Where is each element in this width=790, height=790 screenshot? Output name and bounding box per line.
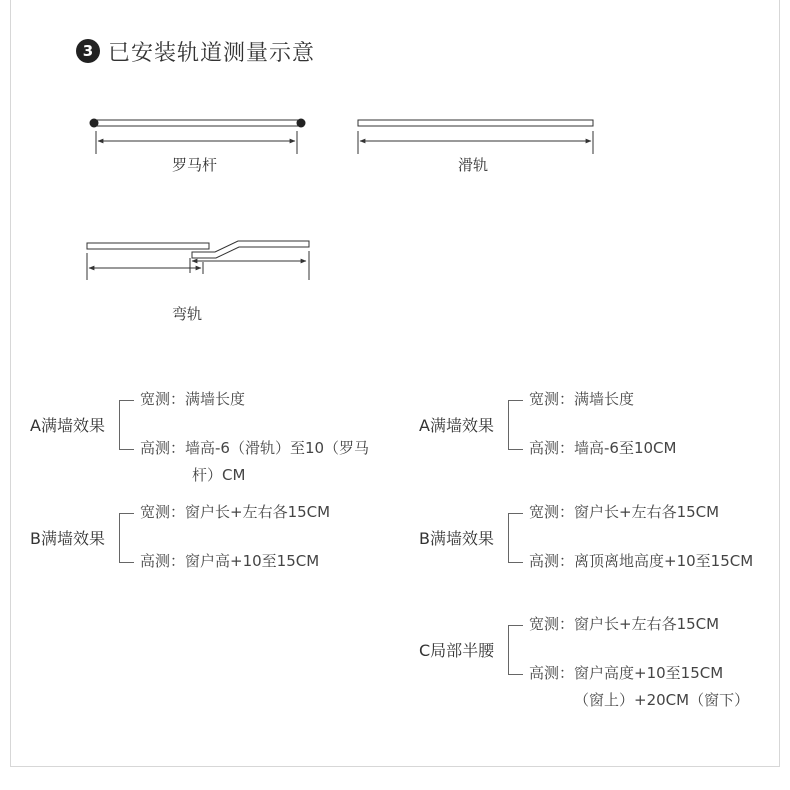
left-group-b-height-line1: 高测：窗户高+10至15CM [140, 552, 320, 570]
right-group-b-height-line1: 高测：离顶离地高度+10至15CM [529, 552, 754, 570]
right-group-b-bracket-bottom [508, 562, 523, 563]
left-group-b-width: 宽测：窗户长+左右各15CM [140, 503, 331, 521]
left-group-b-bracket [119, 513, 120, 562]
left-group-b-label: B满墙效果 [30, 529, 105, 548]
right-group-c-height-line1: 高测：窗户高度+10至15CM [529, 664, 724, 682]
left-group-a-bracket [119, 400, 120, 449]
roman-rod-diagram [90, 119, 306, 155]
right-group-b-label: B满墙效果 [419, 529, 494, 548]
right-group-c-bracket-bottom [508, 674, 523, 675]
left-group-b-bracket-bottom [119, 562, 134, 563]
left-group-b-bracket-top [119, 513, 134, 514]
right-group-a-height-line1: 高测：墙高-6至10CM [529, 439, 677, 457]
left-group-a-height-line1: 高测：墙高-6（滑轨）至10（罗马 [140, 439, 370, 457]
right-group-c-label: C局部半腰 [419, 641, 495, 660]
right-group-c-bracket-top [508, 625, 523, 626]
curved-rail-diagram [87, 241, 309, 280]
right-group-a-bracket-top [508, 400, 523, 401]
left-group-a-height-line2: 杆）CM [192, 466, 246, 484]
right-group-c-height-line2: （窗上）+20CM（窗下） [574, 691, 750, 709]
right-group-a-bracket [508, 400, 509, 449]
right-group-b-bracket-top [508, 513, 523, 514]
step-number-badge: 3 [76, 39, 100, 63]
slide-rail-caption: 滑轨 [458, 156, 489, 174]
left-group-a-label: A满墙效果 [30, 416, 105, 435]
left-group-a-bracket-bottom [119, 449, 134, 450]
curved-rail-caption: 弯轨 [172, 305, 203, 323]
right-group-c-width: 宽测：窗户长+左右各15CM [529, 615, 720, 633]
roman-rod-caption: 罗马杆 [172, 156, 218, 174]
left-group-a-bracket-top [119, 400, 134, 401]
right-group-b-bracket [508, 513, 509, 562]
right-group-b-width: 宽测：窗户长+左右各15CM [529, 503, 720, 521]
right-group-a-width: 宽测：满墙长度 [529, 390, 635, 408]
right-group-a-label: A满墙效果 [419, 416, 494, 435]
left-group-a-width: 宽测：满墙长度 [140, 390, 246, 408]
slide-rail-diagram [358, 120, 593, 154]
right-group-a-bracket-bottom [508, 449, 523, 450]
right-group-c-bracket [508, 625, 509, 674]
section-title: 已安装轨道测量示意 [108, 40, 316, 66]
